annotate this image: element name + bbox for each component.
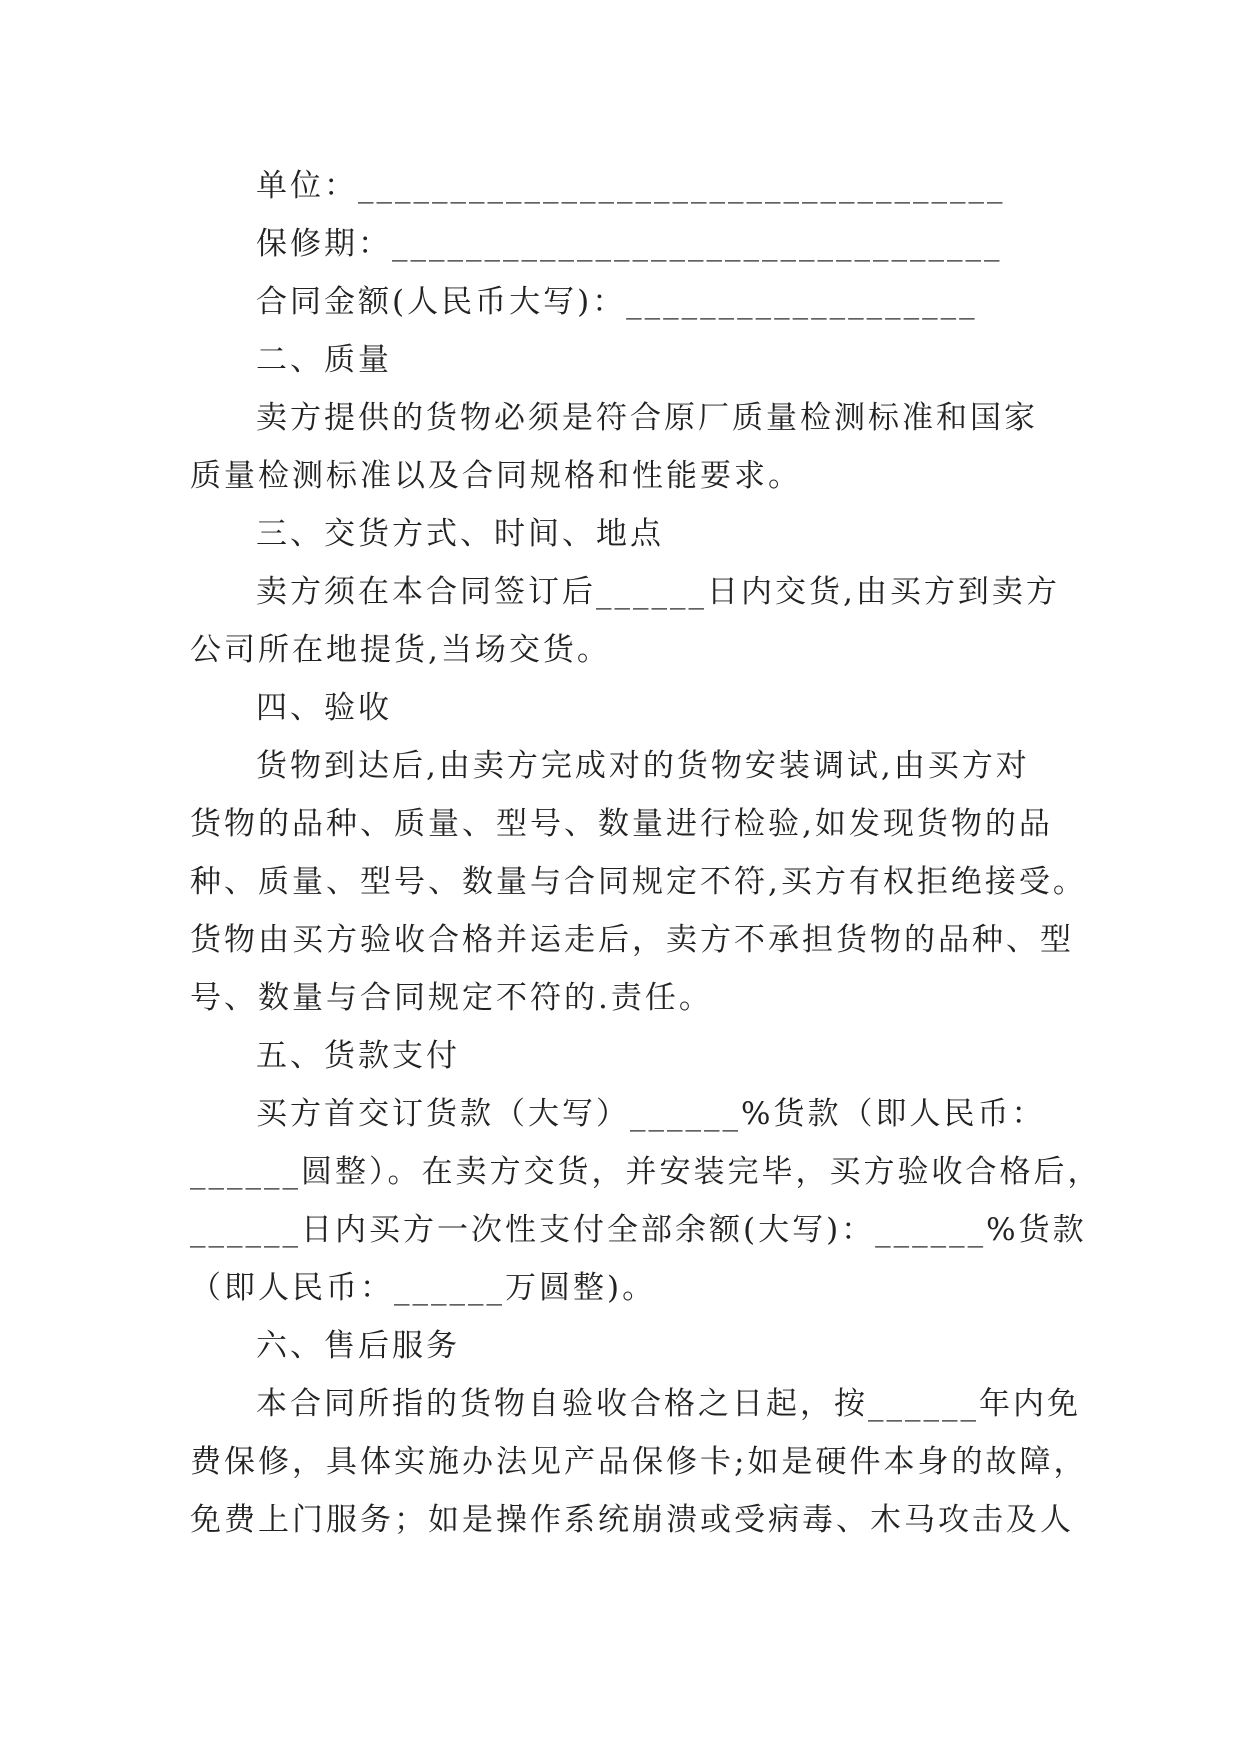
paragraph-line: 种、质量、型号、数量与合同规定不符,买方有权拒绝接受。: [190, 864, 1087, 900]
paragraph-line: ______日内买方一次性支付全部余额(大写)：______%货款: [190, 1212, 1087, 1248]
paragraph-line: 公司所在地提货,当场交货。: [190, 632, 611, 668]
section-heading-delivery: 三、交货方式、时间、地点: [256, 516, 664, 552]
section-heading-quality: 二、质量: [256, 342, 392, 378]
section-heading-payment: 五、货款支付: [256, 1038, 460, 1074]
paragraph-line: 本合同所指的货物自验收合格之日起，按______年内免: [256, 1386, 1081, 1422]
paragraph-line: ______圆整）。在卖方交货，并安装完毕，买方验收合格后，: [190, 1154, 1102, 1190]
paragraph-line: 号、数量与合同规定不符的.责任。: [190, 980, 713, 1016]
paragraph-line: 免费上门服务；如是操作系统崩溃或受病毒、木马攻击及人: [190, 1502, 1074, 1538]
section-heading-acceptance: 四、验收: [256, 690, 392, 726]
field-warranty-period: 保修期：_________________________________: [256, 226, 1003, 262]
paragraph-line: 货物到达后,由卖方完成对的货物安装调试,由买方对: [256, 748, 1030, 784]
paragraph-line: 卖方须在本合同签订后______日内交货,由买方到卖方: [256, 574, 1060, 610]
field-unit: 单位：___________________________________: [256, 168, 1006, 204]
paragraph-line: 买方首交订货款（大写）______%货款（即人民币：: [256, 1096, 1046, 1132]
section-heading-after-sales: 六、售后服务: [256, 1328, 460, 1364]
paragraph-line: 卖方提供的货物必须是符合原厂质量检测标准和国家: [256, 400, 1038, 436]
field-contract-amount: 合同金额(人民币大写)：___________________: [256, 284, 978, 320]
paragraph-line: 货物的品种、质量、型号、数量进行检验,如发现货物的品: [190, 806, 1053, 842]
paragraph-line: （即人民币：______万圆整)。: [190, 1270, 657, 1306]
paragraph-line: 质量检测标准以及合同规格和性能要求。: [190, 458, 802, 494]
paragraph-line: 货物由买方验收合格并运走后，卖方不承担货物的品种、型: [190, 922, 1074, 958]
paragraph-line: 费保修，具体实施办法见产品保修卡;如是硬件本身的故障，: [190, 1444, 1088, 1480]
